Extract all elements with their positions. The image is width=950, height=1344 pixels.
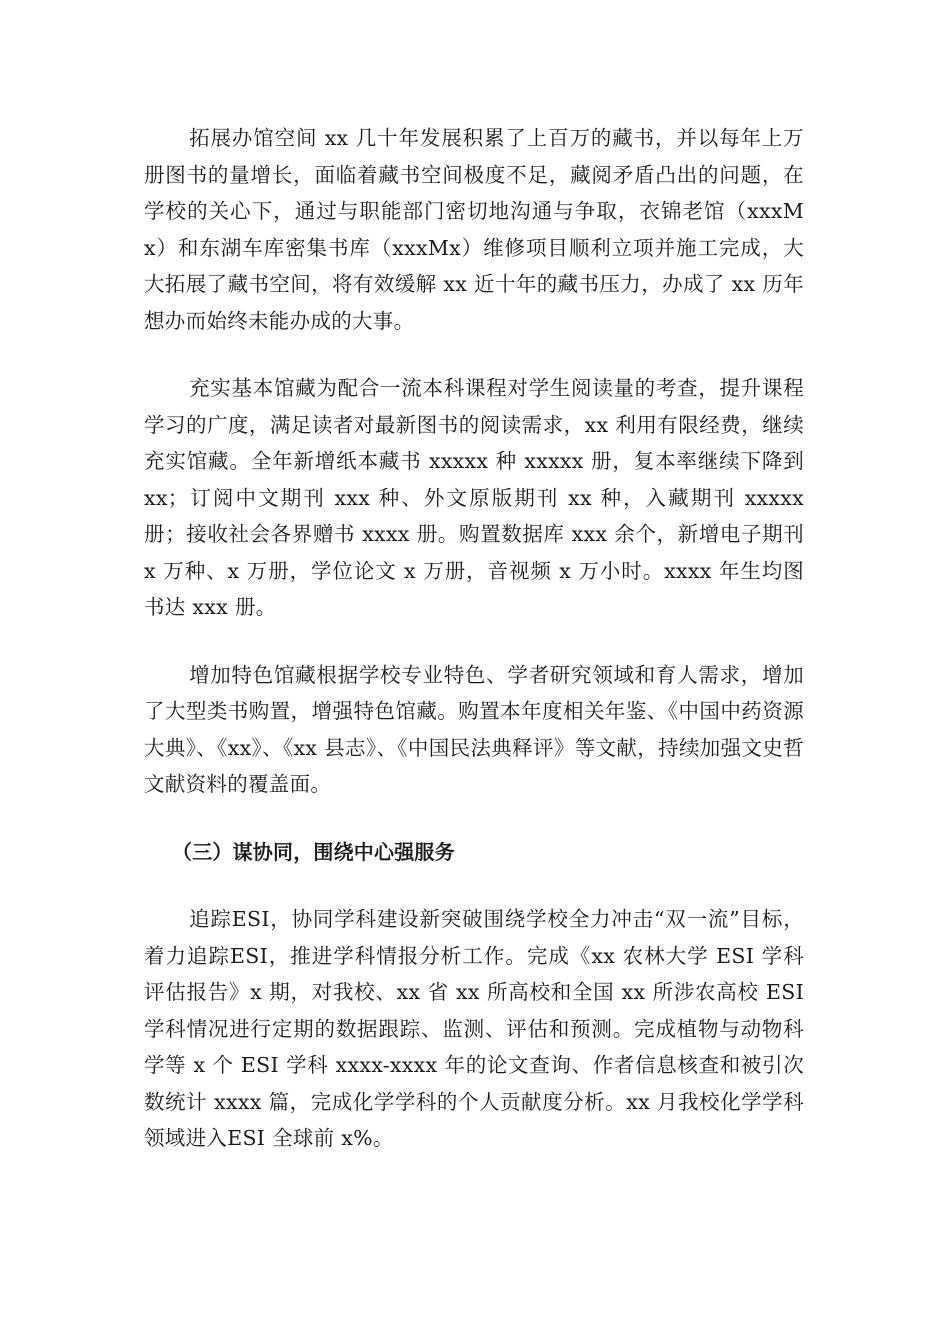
paragraph-track-esi: 追踪ESI，协同学科建设新突破围绕学校全力冲击“双一流”目标，着力追踪ESI，推进学科情报分析工作。完成《xx 农林大学 ESI 学科评估报告》x 期，对我校、xx 省 xx 所高校和全国 xx 所涉农高校 ESI 学科情况进行定期的数据跟踪、监测、评估和预测。完成植物与动物科学等 x 个 ESI 学科 xxxx-xxxx 年的论文查询、作者信息核查和被引次数统计 xxxx 篇，完成化学学科的个人贡献度分析。xx 月我校化学学科领域进入ESI 全球前 x%。 [144,907,804,1150]
paragraph-spacer [144,870,804,901]
paragraph-spacer [144,626,804,657]
document-body [144,120,804,1157]
section-heading: （三）谋协同，围绕中心强服务 [172,839,455,864]
paragraph-special-collection: 增加特色馆藏根据学校专业特色、学者研究领域和育人需求，增加了大型类书购置，增强特色馆藏。购置本年度相关年鉴、《中国中药资源大典》、《xx》、《xx 县志》、《中国民法典释评》等文献，持续加强文史哲文献资料的覆盖面。 [144,662,804,796]
paragraph-spacer [144,339,804,370]
paragraph-expand-library-space: 拓展办馆空间 xx 几十年发展积累了上百万的藏书，并以每年上万册图书的量增长，面临着藏书空间极度不足，藏阅矛盾凸出的问题，在学校的关心下，通过与职能部门密切地沟通与争取，衣锦老馆（xxxMx）和东湖车库密集书库（xxxMx）维修项目顺利立项并施工完成，大大拓展了藏书空间，将有效缓解 xx 近十年的藏书压力，办成了 xx 历年想办而始终未能办成的大事。 [144,126,804,333]
paragraph-spacer [144,803,804,834]
paragraph-enrich-basic-collection: 充实基本馆藏为配合一流本科课程对学生阅读量的考查，提升课程学习的广度，满足读者对最新图书的阅读需求，xx 利用有限经费，继续充实馆藏。全年新增纸本藏书 xxxxx 种 xxxxx 册，复本率继续下降到 xx；订阅中文期刊 xxx 种、外文原版期刊 xx 种，入藏期刊 xxxxx 册；接收社会各界赠书 xxxx 册。购置数据库 xxx 余个，新增电子期刊 x 万种、x 万册，学位论文 x 万册，音视频 x 万小时。xxxx 年生均图书达 xxx 册。 [144,376,804,619]
